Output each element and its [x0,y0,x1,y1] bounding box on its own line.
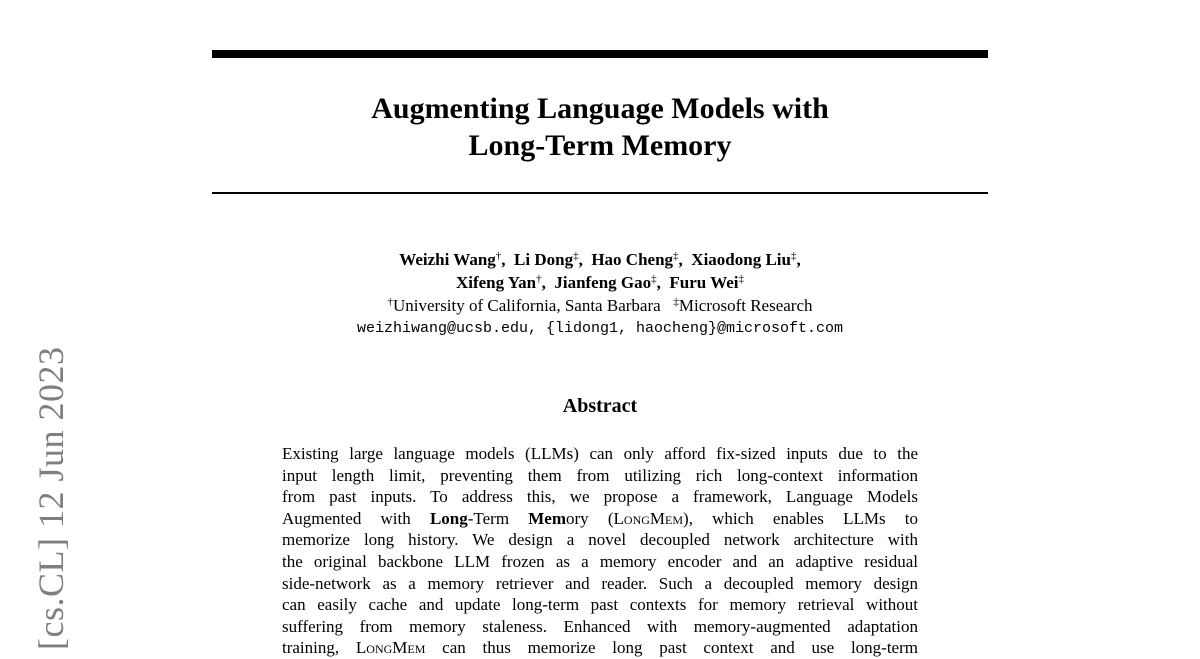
title-line-2: Long-Term Memory [468,129,732,162]
longmem-name: LongMem [613,508,684,528]
title-rule [212,192,988,194]
arxiv-stamp-text: [cs.CL] 12 Jun 2023 [31,346,71,650]
author-mark: ‡ [738,273,745,285]
affiliation-mark: ‡ [673,296,679,308]
author-name: Li Dong [514,250,574,269]
author-name: Xiaodong Liu [691,250,791,269]
author-name: Jianfeng Gao [554,273,652,292]
author-block [212,248,988,340]
abstract-body [282,443,918,659]
author-name: Hao Cheng [591,250,674,269]
paper-title [212,90,988,164]
affiliation-ucsb: University of California, Santa Barbara [392,296,661,315]
author-name: Weizhi Wang [399,250,496,269]
abstract-line: memorize long history. We design a novel decoupled network architecture with [282,530,918,550]
abstract-line: from past inputs. To address this, we propose a framework, Language Models [282,487,918,507]
bold-long: Long [429,508,468,528]
author-name: Furu Wei [669,273,739,292]
affiliation-mark: † [387,296,393,308]
abstract-line: input length limit, preventing them from utilizing rich long-context information [282,465,918,485]
author-mark: † [495,250,502,262]
author-mark: ‡ [790,250,797,262]
abstract-line: suffering from memory staleness. Enhanced with memory-augmented adaptation [282,616,918,636]
bold-mem: Mem [528,508,567,528]
abstract-line: Existing large language models (LLMs) can only afford fix-sized inputs due to the [282,444,918,463]
abstract-line: can easily cache and update long-term past contexts for memory retrieval without [282,595,918,615]
affiliation-line [212,294,988,317]
author-mark: ‡ [651,273,657,285]
author-name: Xifeng Yan [455,273,537,292]
abstract-line: the original backbone LLM frozen as a memory encoder and an adaptive residual [282,551,918,571]
abstract-line: side-network as a memory retriever and reader. Such a decoupled memory design [282,573,918,593]
author-mark: † [536,273,542,285]
abstract-line: training, LongMem can thus memorize long past context and use long-term [282,638,918,658]
author-mark: ‡ [573,250,579,262]
title-line-1: Augmenting Language Models with [371,92,829,125]
author-emails: weizhiwang@ucsb.edu, {lidong1, haocheng}@microsoft.com [356,320,844,337]
longmem-name: LongMem [355,638,426,658]
affiliation-msr: Microsoft Research [678,296,813,315]
author-line-1: Weizhi Wang†, Li Dong‡, Hao Cheng‡, Xiaodong Liu‡, [399,250,801,269]
top-rule [212,50,988,58]
abstract-heading: Abstract [562,395,638,417]
author-mark: ‡ [673,250,679,262]
abstract-line: Augmented with Long-Term Memory (LongMem), which enables LLMs to [282,508,919,528]
author-line-2: Xifeng Yan†, Jianfeng Gao‡, Furu Wei‡ [455,273,745,292]
